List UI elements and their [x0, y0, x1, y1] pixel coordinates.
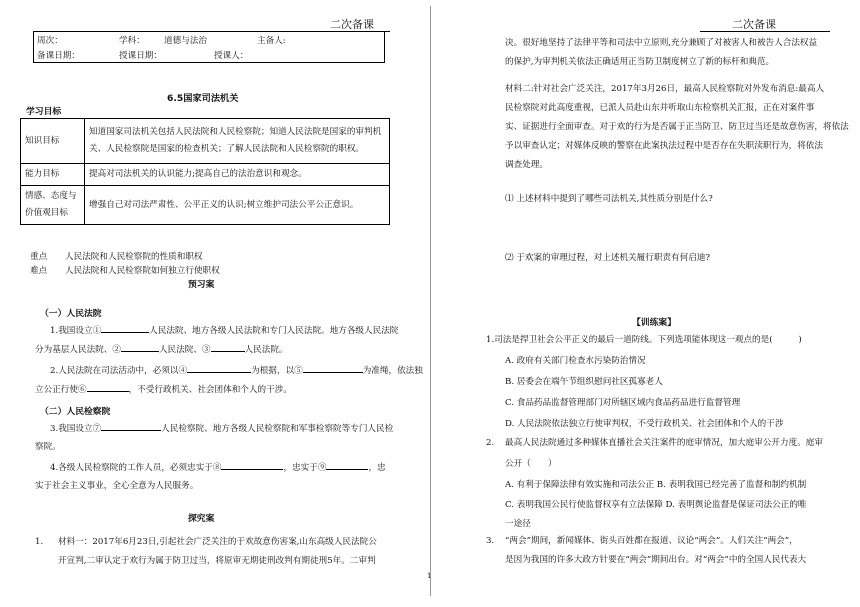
training-q1-option-a[interactable]: A. 政府有关部门检查水污染防治情况: [505, 356, 646, 366]
section-procuratorate: （二）人民检察院: [40, 407, 111, 417]
question-2-line-1: [50, 361, 423, 381]
question-3-line-1: [50, 419, 393, 439]
q1-text-a: 1.我国设立①: [50, 326, 102, 336]
key-label: 重点: [30, 252, 48, 262]
training-q1: 1.司法是捍卫社会公平正义的最后一道防线。下列选项能体现这一观点的是( ): [486, 335, 802, 345]
lesson-meta-box: [33, 31, 385, 63]
goal-label: 知识目标: [21, 119, 85, 164]
question-4-line-2: 实于社会主义事业，全心全意为人民服务。: [35, 481, 199, 491]
blank-9[interactable]: [326, 458, 368, 470]
meta-subject-value: 道德与法治: [164, 36, 207, 46]
q2-text-d: 立公正行使⑥: [35, 385, 87, 395]
blank-3[interactable]: [211, 340, 245, 352]
explore-title: 探究案: [188, 514, 215, 524]
question-3-line-2: 察院。: [35, 442, 61, 452]
preview-title: 预习案: [188, 280, 215, 290]
q1-text-b: 人民法院、地方各级人民法院和专门人民法院。地方各级人民法院: [149, 326, 399, 336]
q1-text-c: 分为基层人民法院、②: [35, 345, 121, 355]
q2-text-c: 为准绳，依法独: [362, 366, 423, 376]
header-tag-left: 二次备课: [330, 18, 374, 31]
goals-table: [20, 118, 390, 225]
training-q2-option-cd-cont: 一途径: [505, 519, 531, 529]
question-2-line-2: [35, 380, 292, 400]
q4-text-a: 4.各级人民检察院的工作人员，必须忠实于⑧: [50, 463, 222, 473]
goal-row: [21, 186, 390, 225]
difficulty-text: 人民法院和人民检察院如何独立行使职权: [65, 266, 220, 276]
training-q2-number: 2.: [486, 438, 495, 448]
meta-preparer: 主备人:: [257, 36, 286, 46]
section-court: （一）人民法院: [40, 309, 102, 319]
sub-question-1: ⑴ 上述材料中提到了哪些司法机关,其性质分别是什么?: [505, 194, 713, 204]
q4-text-b: ，忠实于⑨: [283, 463, 327, 473]
column-divider: [430, 6, 431, 596]
training-title: 【训练案】: [632, 318, 676, 328]
sub-question-2: ⑵ 于欢案的审理过程，对上述机关履行职责有何启迪?: [505, 253, 710, 263]
meta-lecturer: 授课人：: [214, 51, 249, 61]
training-q3-line-2: 是因为我国的许多大政方针要在“两会”期间出台。对“两会”中的全国人民代表大: [505, 555, 807, 565]
q2-text-b: 为根据，以⑤: [251, 366, 303, 376]
meta-subject-label: 学科：: [119, 36, 145, 46]
training-q2-line-1: 最高人民法院通过多种媒体直播社会关注案件的庭审情况，加大庭审公开力度。庭审: [505, 438, 823, 448]
blank-4[interactable]: [187, 361, 251, 373]
training-q3-number: 3.: [486, 536, 495, 546]
goal-text: 知道国家司法机关包括人民法院和人民检察院；知道人民法院是国家的审判机关、人民检察院是国家的检查机关；了解人民法院和人民检察院的职权。: [85, 119, 390, 164]
goal-label: 能力目标: [21, 164, 85, 186]
q1-text-d: 人民法院、③: [158, 345, 211, 355]
blank-1[interactable]: [101, 321, 149, 333]
material-1-line-1: 材料一：2017年6月23日,引起社会广泛关注的于欢故意伤害案,山东高级人民法院公: [58, 537, 377, 547]
training-q1-option-b[interactable]: B. 居委会在端午节组织慰问社区孤寡老人: [505, 377, 663, 387]
meta-week: 周次：: [37, 36, 63, 46]
training-q1-option-c[interactable]: C. 食品药品监督管理部门对所辖区域内食品药品进行监督管理: [505, 398, 741, 408]
goal-text: 增强自己对司法严肃性、公平正义的认识;树立维护司法公平公正意识。: [85, 186, 390, 225]
header-tag-right: 二次备课: [732, 18, 776, 31]
goals-heading: 学习目标: [26, 107, 62, 117]
material-1-line-2: 开宣判,二审认定于欢行为属于防卫过当，将原审无期徒刑改判有期徒刑5年。二审判: [58, 556, 376, 566]
key-text: 人民法院和人民检察院的性质和职权: [65, 252, 203, 262]
blank-2[interactable]: [121, 340, 159, 352]
q4-text-c: ，忠: [368, 463, 386, 473]
question-1-line-2: [35, 340, 288, 360]
q1-text-e: 人民法院。: [244, 345, 288, 355]
training-q3-line-1: “两会”期间，新闻媒体、街头百姓都在报道、议论“两会”。人们关注“两会”，: [505, 536, 798, 546]
material-1-number: 1.: [35, 537, 44, 547]
blank-6[interactable]: [87, 380, 129, 392]
meta-date: 备课日期：: [37, 51, 80, 61]
blank-7[interactable]: [101, 419, 161, 431]
question-1-line-1: [50, 321, 398, 341]
q3-text-b: 人民检察院、地方各级人民检察院和军事检察院等专门人民检: [161, 424, 394, 434]
question-4-line-1: [50, 458, 386, 478]
goal-row: [21, 119, 390, 164]
material-1-line-3: 决。很好地坚持了法律平等和司法中立原则,充分兼顾了对被害人和被告人合法权益: [505, 38, 818, 48]
q2-text-a: 2.人民法院在司法活动中，必须以④: [50, 366, 188, 376]
goal-row: [21, 164, 390, 186]
material-2-line-4: 予以审查认定；对媒体反映的警察在此案执法过程中是否存在失职渎职行为，将依法: [505, 141, 823, 151]
goal-label: 情感、态度与价值观目标: [21, 186, 85, 225]
training-q2-line-2: 公开（ ）: [505, 459, 557, 469]
page-title: 6.5国家司法机关: [167, 93, 239, 104]
material-2-line-1: 材料二:针对社会广泛关注，2017年3月26日，最高人民检察院对外发布消息:最高人: [505, 84, 825, 94]
header-line-right: [700, 31, 830, 32]
material-2-line-3: 实、证据进行全面审查。对于欢的行为是否属于正当防卫、防卫过当还是故意伤害，将依法: [505, 122, 849, 132]
training-q1-option-d[interactable]: D. 人民法院依法独立行使审判权，不受行政机关、社会团体和个人的干涉: [505, 419, 784, 429]
blank-5[interactable]: [303, 361, 363, 373]
meta-class-date: 授课日期：: [119, 51, 162, 61]
training-q2-option-ab[interactable]: A. 有利于保障法律有效实施和司法公正 B. 表明我国已经完善了监督和制约机制: [505, 480, 807, 490]
difficulty-label: 难点: [30, 266, 48, 276]
blank-8[interactable]: [221, 458, 283, 470]
material-2-line-2: 民检察院对此高度重视，已派人员赴山东并听取山东检察机关汇报，正在对案件事: [505, 103, 815, 113]
q3-text-a: 3.我国设立⑦: [50, 424, 102, 434]
goal-text: 提高对司法机关的认识能力;提高自己的法治意识和观念。: [85, 164, 390, 186]
material-2-line-5: 调查处理。: [505, 160, 548, 170]
page-number: 1: [427, 572, 432, 580]
q2-text-e: ，不受行政机关、社会团体和个人的干涉。: [128, 385, 292, 395]
material-1-line-4: 的保护,为审判机关依法正确适用正当防卫制度树立了新的标杆和典范。: [505, 57, 775, 67]
training-q2-option-cd[interactable]: C. 表明我国公民行使监督权享有立法保障 D. 表明舆论监督是保证司法公正的唯: [505, 500, 807, 510]
